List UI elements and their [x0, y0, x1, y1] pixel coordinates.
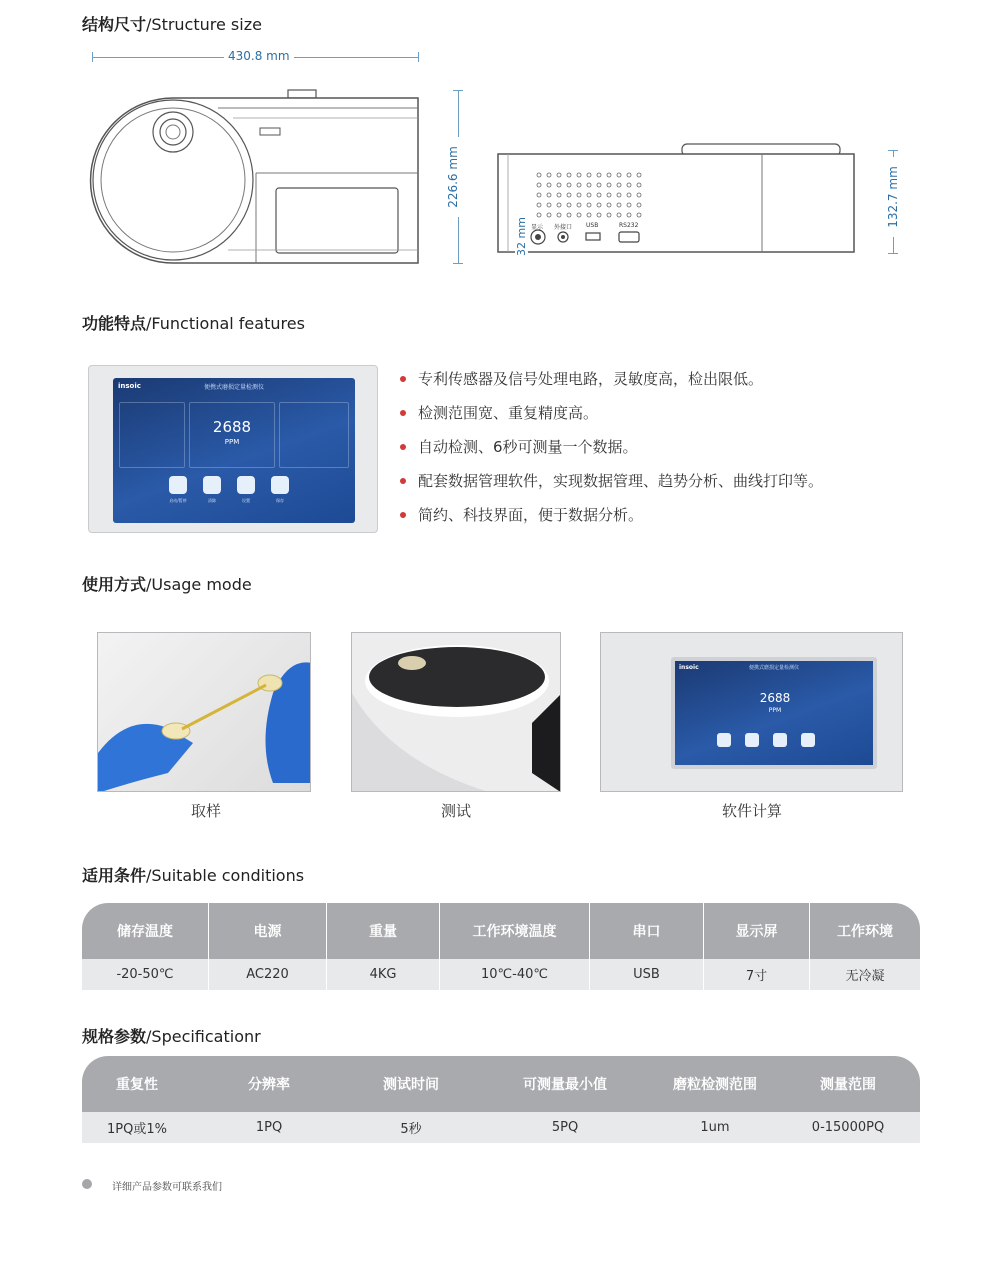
vent-hole — [547, 213, 551, 217]
section-title-structure — [82, 12, 262, 35]
table-header-cell: 可测量最小值 — [523, 1077, 607, 1093]
section-title-en: /Suitable conditions — [146, 866, 305, 885]
table-cell: 5秒 — [400, 1122, 422, 1137]
table-header-cell: 分辨率 — [248, 1077, 290, 1093]
port-connectors — [527, 228, 647, 246]
port-usb-label: USB — [586, 222, 599, 229]
vent-hole — [637, 203, 641, 207]
conditions-table — [82, 903, 920, 990]
front-view-drawing — [88, 88, 428, 268]
vent-hole — [587, 193, 591, 197]
vent-hole — [587, 183, 591, 187]
vent-grille — [533, 170, 645, 220]
vent-hole — [557, 183, 561, 187]
dimension-tick — [453, 263, 463, 264]
table-cell: -20-50℃ — [82, 959, 209, 990]
software-unit: PPM — [768, 707, 782, 714]
screen-button-label: 保存 — [276, 498, 284, 503]
feature-item — [400, 470, 823, 504]
vent-hole — [577, 173, 581, 177]
vent-hole — [627, 203, 631, 207]
software-value: 2688 — [759, 691, 791, 705]
device-screen — [113, 378, 355, 523]
height-dimension-label: 226.6 mm — [446, 137, 460, 217]
vent-hole — [567, 213, 571, 217]
vent-hole — [537, 203, 541, 207]
device-screen-frame — [88, 365, 378, 533]
section-title-spec — [82, 1024, 261, 1047]
section-title-en: /Functional features — [146, 314, 305, 333]
vent-hole — [567, 183, 571, 187]
table-header-cell: 测量范围 — [820, 1077, 876, 1093]
vent-hole — [607, 183, 611, 187]
vent-hole — [617, 173, 621, 177]
photo-sampling — [97, 632, 311, 792]
table-cell: 1PQ或1% — [107, 1122, 167, 1137]
section-title-features — [82, 311, 305, 334]
vent-hole — [617, 183, 621, 187]
vent-hole — [537, 213, 541, 217]
vent-hole — [537, 183, 541, 187]
table-header-cell: 测试时间 — [383, 1077, 439, 1093]
table-cell: 1PQ — [255, 1120, 283, 1135]
table-header-cell: 串口 — [590, 903, 704, 959]
vent-hole — [617, 193, 621, 197]
table-cell: 0-15000PQ — [811, 1120, 885, 1135]
vent-hole — [587, 213, 591, 217]
dimension-tick — [418, 52, 419, 62]
table-header-cell: 工作环境温度 — [440, 903, 590, 959]
spec-table-header — [82, 1056, 920, 1112]
feature-text: 自动检测、6秒可测量一个数据。 — [418, 438, 638, 456]
table-cell: 无冷凝 — [845, 969, 885, 984]
vent-hole — [637, 183, 641, 187]
table-cell: AC220 — [209, 959, 327, 990]
caption-sampling: 取样 — [190, 802, 221, 820]
footnote-text: 详细产品参数可联系我们 — [112, 1182, 222, 1193]
screen-panel-right — [279, 402, 349, 468]
vent-hole — [607, 203, 611, 207]
software-logo: insoic — [679, 664, 699, 671]
section-title-zh: 使用方式 — [82, 575, 147, 594]
sampling-illustration — [98, 633, 311, 792]
vent-hole — [537, 173, 541, 177]
photo-testing — [351, 632, 561, 792]
vent-hole — [587, 173, 591, 177]
vent-hole — [557, 213, 561, 217]
feature-item — [400, 402, 823, 436]
bullet-icon — [400, 444, 406, 450]
table-header-cell: 电源 — [209, 903, 327, 959]
vent-hole — [557, 193, 561, 197]
vent-hole — [637, 213, 641, 217]
bullet-icon — [400, 410, 406, 416]
software-button[interactable] — [717, 733, 731, 747]
software-title: 便携式磨损定量检测仪 — [748, 665, 799, 671]
vent-hole — [567, 203, 571, 207]
dimension-tick — [92, 52, 93, 62]
vent-hole — [577, 203, 581, 207]
vent-hole — [637, 193, 641, 197]
vent-hole — [577, 193, 581, 197]
vent-hole — [557, 173, 561, 177]
vent-hole — [597, 203, 601, 207]
feature-item — [400, 504, 823, 538]
screen-button-label: 清除 — [208, 498, 216, 503]
vent-hole — [577, 183, 581, 187]
screen-panel-left — [119, 402, 185, 468]
section-title-zh: 结构尺寸 — [82, 15, 147, 34]
screen-button-start[interactable] — [169, 476, 187, 494]
vent-hole — [547, 183, 551, 187]
section-title-zh: 适用条件 — [82, 866, 147, 885]
vent-hole — [597, 183, 601, 187]
table-row — [82, 1112, 920, 1143]
section-title-zh: 规格参数 — [82, 1027, 147, 1046]
vent-hole — [627, 173, 631, 177]
feature-text: 专利传感器及信号处理电路，灵敏度高，检出限低。 — [418, 370, 764, 388]
table-cell: 5PQ — [551, 1120, 579, 1135]
table-header-cell: 工作环境 — [837, 924, 893, 940]
vent-hole — [637, 173, 641, 177]
vent-hole — [567, 193, 571, 197]
dimension-tick — [888, 253, 898, 254]
screen-button-label: 设置 — [242, 498, 250, 503]
vent-hole — [627, 183, 631, 187]
section-title-usage — [82, 572, 252, 595]
vent-hole — [597, 193, 601, 197]
vent-hole — [607, 173, 611, 177]
table-header-cell: 磨粒检测范围 — [673, 1077, 757, 1093]
dimension-tick — [888, 150, 898, 151]
screen-button-clear[interactable] — [203, 476, 221, 494]
vent-hole — [607, 213, 611, 217]
vent-hole — [607, 193, 611, 197]
section-title-en: /Specificationr — [146, 1027, 261, 1046]
caption-software: 软件计算 — [721, 802, 782, 820]
screen-logo: insoic — [118, 382, 141, 390]
vent-hole — [617, 213, 621, 217]
vent-hole — [617, 203, 621, 207]
screen-reading-value: 2688 — [212, 418, 252, 436]
feature-item — [400, 436, 823, 470]
feature-text: 配套数据管理软件，实现数据管理、趋势分析、曲线打印等。 — [418, 472, 824, 490]
vent-hole — [597, 213, 601, 217]
feature-item — [400, 368, 823, 402]
vent-hole — [547, 203, 551, 207]
vent-hole — [567, 173, 571, 177]
conditions-table-header — [82, 903, 920, 959]
port-display-label: 显示 — [531, 224, 544, 231]
width-dimension-label: 430.8 mm — [224, 49, 294, 63]
table-cell: 10℃-40℃ — [440, 959, 590, 990]
vent-hole — [597, 173, 601, 177]
table-header-cell: 重复性 — [116, 1077, 158, 1093]
table-row — [82, 959, 920, 990]
photo-software — [600, 632, 903, 792]
vent-hole — [547, 193, 551, 197]
table-header-cell: 重量 — [327, 903, 440, 959]
table-cell: 1um — [700, 1120, 730, 1135]
vent-hole — [537, 193, 541, 197]
bullet-icon — [400, 512, 406, 518]
side-height-dimension-label: 132.7 mm — [886, 157, 900, 237]
feature-text: 检测范围宽、重复精度高。 — [418, 404, 599, 422]
table-header-cell: 储存温度 — [82, 903, 209, 959]
feature-text: 简约、科技界面，便于数据分析。 — [418, 506, 644, 524]
section-title-conditions — [82, 863, 304, 886]
bullet-icon — [82, 1179, 92, 1189]
vent-hole — [627, 193, 631, 197]
vent-hole — [557, 203, 561, 207]
port-rs232-label: RS232 — [619, 222, 639, 229]
screen-button-label: 启动/暂停 — [169, 498, 187, 503]
screen-button-save[interactable] — [271, 476, 289, 494]
software-screen — [671, 657, 877, 769]
screen-reading-unit: PPM — [224, 438, 240, 446]
software-button[interactable] — [801, 733, 815, 747]
table-cell: 4KG — [327, 959, 440, 990]
section-title-en: /Usage mode — [146, 575, 252, 594]
software-button[interactable] — [745, 733, 759, 747]
port-external-label: 外接口 — [554, 224, 573, 231]
vent-hole — [627, 213, 631, 217]
vent-hole — [547, 173, 551, 177]
section-title-en: /Structure size — [146, 15, 262, 34]
feature-list — [400, 368, 823, 538]
screen-title: 便携式磨损定量检测仪 — [203, 384, 264, 391]
software-button[interactable] — [773, 733, 787, 747]
testing-illustration — [352, 633, 561, 792]
screen-button-settings[interactable] — [237, 476, 255, 494]
port-height-label: 32 mm — [514, 217, 528, 256]
spec-table — [82, 1056, 920, 1143]
table-header-cell: 显示屏 — [704, 903, 810, 959]
bullet-icon — [400, 478, 406, 484]
table-cell: 7寸 — [704, 959, 810, 990]
bullet-icon — [400, 376, 406, 382]
caption-testing: 测试 — [440, 802, 471, 820]
table-cell: USB — [590, 959, 704, 990]
vent-hole — [577, 213, 581, 217]
section-title-zh: 功能特点 — [82, 314, 147, 333]
dimension-tick — [453, 90, 463, 91]
vent-hole — [587, 203, 591, 207]
